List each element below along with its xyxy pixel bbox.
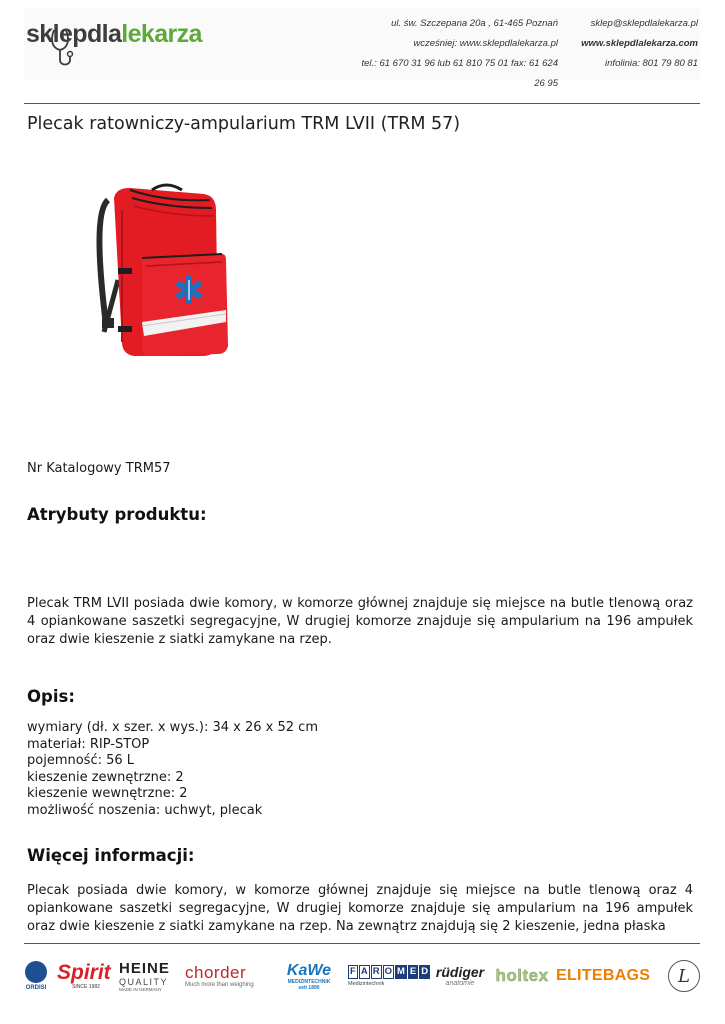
attributes-heading: Atrybuty produktu: [27, 505, 207, 524]
spec-carrying: możliwość noszenia: uchwyt, plecak [27, 802, 263, 818]
email-link[interactable]: sklep@sklepdlalekarza.pl [590, 18, 698, 29]
brand-spirit-logo[interactable]: Spirit SINCE 1982 [57, 961, 111, 990]
product-title: Plecak ratowniczy-ampularium TRM LVII (TRM 57) [27, 114, 461, 134]
brand-logos-strip [24, 954, 700, 998]
description-heading: Opis: [27, 687, 75, 706]
contact-address-block [354, 14, 558, 94]
brand-faromed-logo[interactable]: F A R O M E D Medizintechnik [348, 966, 429, 987]
contact-online-block [564, 14, 698, 74]
brand-holtex-logo[interactable]: holtex [495, 966, 549, 985]
brand-littmann-logo[interactable] [668, 954, 700, 998]
brand-kawe-logo[interactable]: KaWe MEDIZINTECHNIK seit 1890 [286, 961, 332, 991]
brand-heine-logo[interactable]: HEINE QUALITY MADE IN GERMANY [119, 959, 170, 992]
more-info-text: Plecak posiada dwie komory, w komorze głównej znajduje się miejsce na butle tlenową oraz 4 opiankowane saszetki segregacyjne, W drugiej komorze znajduje się ampularium na 196 ampułek oraz dwie kieszenie z siatki zamykane na rzep. Na zewnątrz znajdują się 2 kieszenie, jedna płaska [27, 883, 693, 934]
store-logo[interactable]: sklepdlalekarza [26, 20, 202, 48]
brand-elitebags-logo[interactable]: ELITEBAGS [556, 967, 651, 984]
stethoscope-icon [48, 26, 78, 68]
more-info-heading: Więcej informacji: [27, 846, 195, 865]
phone-line: tel.: 61 670 31 96 lub 61 810 75 01 fax: 61 624 26 95 [361, 58, 558, 89]
website-link[interactable]: www.sklepdlalekarza.com [581, 38, 698, 49]
attributes-text: Plecak TRM LVII posiada dwie komory, w komorze głównej znajduje się miejsce na butle tlenową oraz 4 opiankowane saszetki segregacyjne, W drugiej komorze znajduje się ampularium na 196 ampułek oraz dwie kieszenie z siatki zamykane na rzep. [27, 596, 693, 647]
spec-list [27, 720, 318, 820]
spec-outer-pockets: kieszenie zewnętrzne: 2 [27, 769, 184, 785]
header-divider [24, 103, 700, 104]
brand-ordisi-logo[interactable]: ORDISI [24, 954, 48, 998]
littmann-emblem-icon: L [668, 960, 700, 992]
spec-capacity: pojemność: 56 L [27, 753, 135, 769]
page-header [24, 8, 700, 89]
footer-divider [24, 943, 700, 944]
spec-material: materiał: RIP-STOP [27, 736, 150, 752]
product-image[interactable] [26, 150, 296, 412]
brand-chorder-logo[interactable]: chorder Much more than weighing [185, 963, 254, 988]
address-line: ul. św. Szczepana 20a , 61-465 Poznań [391, 18, 558, 29]
spec-dimensions: wymiary (dł. x szer. x wys.): 34 x 26 x 52 cm [27, 720, 318, 735]
spec-inner-pockets: kieszenie wewnętrzne: 2 [27, 786, 188, 802]
ordisi-emblem-icon [25, 961, 47, 983]
brand-rudiger-logo[interactable]: rüdiger anatomie [435, 964, 485, 987]
former-website-line[interactable]: wcześniej: www.sklepdlalekarza.pl [413, 38, 558, 49]
catalog-number: Nr Katalogowy TRM57 [27, 461, 171, 476]
infoline-line: infolinia: 801 79 80 81 [605, 58, 698, 69]
